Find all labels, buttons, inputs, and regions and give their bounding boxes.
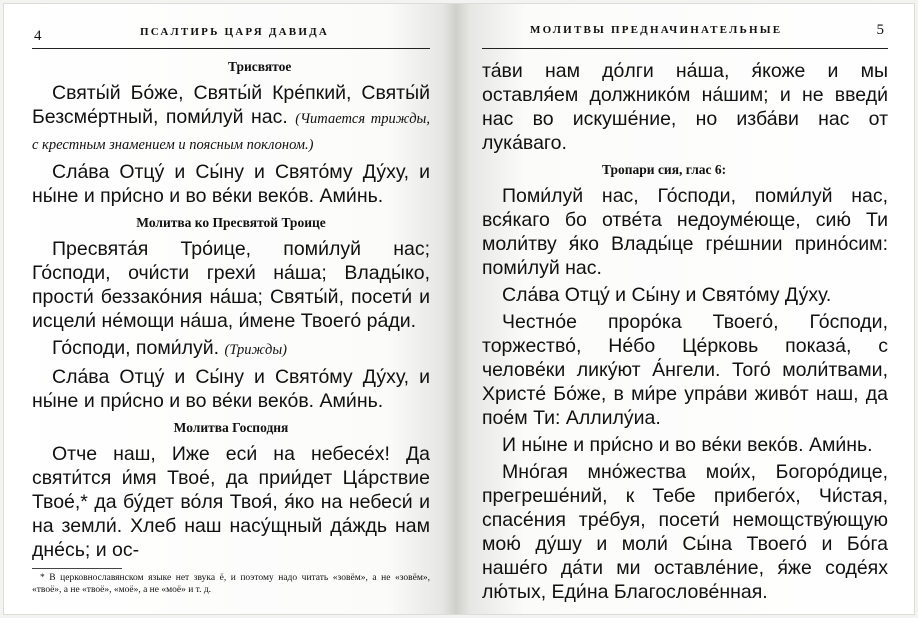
paragraph-note: (Трижды) [224,342,288,358]
paragraph-text: Поми́луй нас, Го́споди, поми́луй нас, вся́каго бо отве́та недоуме́юще, сию́ Ти моли́тву я́ко Влады́це гре́шнии прино́сим: поми́луй нас. [482,185,888,279]
paragraph [482,59,888,155]
paragraph-text: Сла́ва Отцу́ и Сы́ну и Свято́му Ду́ху, и ны́не и при́сно и во ве́ки веко́в. Ами́нь. [32,366,430,412]
right-page [456,4,914,614]
footnote: * В церковнославянском языке нет звука ё, и поэтому надо читать «зовём», а не «зовём», «твоё», а не «твоё», «моё», а не «моё» и т. д. [32,573,430,595]
footnote-divider [32,568,122,569]
section-title-trisagion: Трисвятое [228,59,292,74]
paragraph [482,460,888,604]
paragraph [32,365,430,413]
paragraph-text: Честно́е проро́ка Твоего́, Го́споди, торжество́, Не́бо Це́рковь показа́, с челове́ки лику́ют А́нгели. Того́ моли́твами, Христе́ Бо́же, в ми́ре упра́ви живо́т наш, да пое́м Ти: Аллилу́иа. [482,311,888,429]
paragraph [482,283,888,307]
paragraph-text: И ны́не и при́сно и во ве́ки веко́в. Ами́нь. [502,434,873,456]
paragraph-text: та́ви нам до́лги на́ша, я́коже и мы оставля́ем должнико́м на́шим; и не введи́ нас во искуше́ние, но изба́ви нас от лука́ваго. [482,60,888,154]
paragraph [32,160,430,208]
paragraph-text: Отче наш, Иже еси́ на небесе́х! Да святи́тся и́мя Твое́, да прии́дет Ца́рствие Твое́,* да бу́дет во́ля Твоя́, я́ко на небеси́ и на земли́. Хлеб наш насу́щный да́ждь нам дне́сь; и ос- [32,443,430,561]
paragraph [482,310,888,430]
paragraph-note: (Читается трижды, с крестным знамением и поясным поклоном.) [32,111,430,153]
section-title-troparia: Тропари сия, глас 6: [602,162,727,177]
left-page [4,4,456,614]
right-running-head: МОЛИТВЫ ПРЕДНАЧИНАТЕЛЬНЫЕ [530,24,783,36]
left-page-header [32,22,430,49]
paragraph-text: Святы́й Бо́же, Святы́й Кре́пкий, Святы́й Безсме́ртный, поми́луй нас. [32,82,430,128]
section-title-trinity-prayer: Молитва ко Пресвятой Троице [136,215,326,230]
paragraph-text: Сла́ва Отцу́ и Сы́ну и Свято́му Ду́ху, и ны́не и при́сно и во ве́ки веко́в. Ами́нь. [32,161,430,207]
paragraph [32,81,430,157]
paragraph [32,336,430,362]
paragraph-text: Пресвята́я Тро́ице, поми́луй нас; Го́споди, очи́сти грехи́ на́ша; Влады́ко, прости́ беззако́ния на́ша; Святы́й, посети́ и исцели́ не́мощи на́ша, и́мене Твоего́ ра́ди. [32,238,430,332]
right-page-header [482,22,888,49]
paragraph [32,442,430,562]
paragraph [482,184,888,280]
left-page-number: 4 [34,28,42,44]
section-title-lords-prayer: Молитва Господня [173,420,289,435]
paragraph-text: Го́споди, поми́луй. [52,337,225,359]
paragraph-text: Сла́ва Отцу́ и Сы́ну и Свято́му Ду́ху. [502,284,832,306]
paragraph [482,433,888,457]
paragraph [32,237,430,333]
book-spread [4,4,914,614]
paragraph-text: Мно́гая мно́жества мои́х, Богоро́дице, прегреше́ний, к Тебе прибего́х, Чи́стая, спасе́ния тре́буя, посети́ немощству́ющую мою́ ду́шу и моли́ Сы́на Твоего́ и Бо́га наше́го да́ти ми оставле́ние, я́же соде́ях лю́тых, Еди́на Благослове́нная. [482,461,888,603]
right-page-number: 5 [876,22,884,38]
left-running-head: ПСАЛТИРЬ ЦАРЯ ДАВИДА [140,26,330,38]
